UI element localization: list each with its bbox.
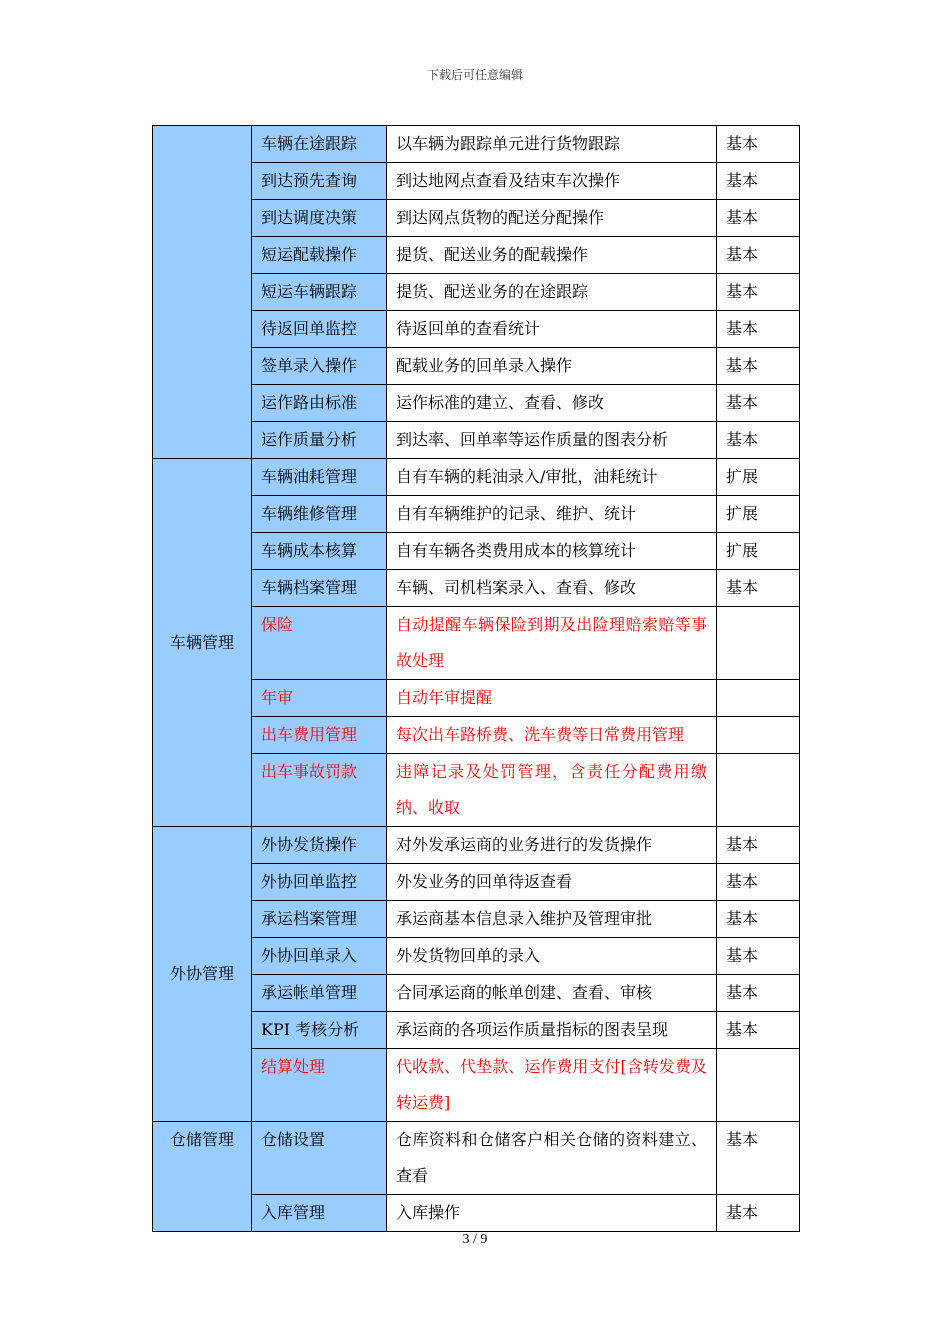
function-level: 基本: [717, 200, 800, 237]
table-row: [153, 1122, 800, 1195]
function-name: 外协回单录入: [252, 938, 387, 975]
function-desc: 仓库资料和仓储客户相关仓储的资料建立、查看: [387, 1122, 717, 1195]
function-desc: 以车辆为跟踪单元进行货物跟踪: [387, 126, 717, 163]
function-level: 基本: [717, 1012, 800, 1049]
function-name: 到达调度决策: [252, 200, 387, 237]
function-level: 基本: [717, 570, 800, 607]
function-level: 基本: [717, 163, 800, 200]
function-name: 外协发货操作: [252, 827, 387, 864]
function-name: 签单录入操作: [252, 348, 387, 385]
category-cell: 仓储管理: [153, 1122, 252, 1232]
function-spec-table: [152, 125, 800, 1232]
function-name: 承运档案管理: [252, 901, 387, 938]
function-level: 基本: [717, 864, 800, 901]
function-name: 承运帐单管理: [252, 975, 387, 1012]
function-name: 结算处理: [252, 1049, 387, 1122]
function-level: [717, 1049, 800, 1122]
function-name: 短运配载操作: [252, 237, 387, 274]
function-desc: 配载业务的回单录入操作: [387, 348, 717, 385]
function-name: 车辆成本核算: [252, 533, 387, 570]
function-name: 仓储设置: [252, 1122, 387, 1195]
function-desc: 承运商基本信息录入维护及管理审批: [387, 901, 717, 938]
function-name: 出车事故罚款: [252, 754, 387, 827]
function-name: KPI 考核分析: [252, 1012, 387, 1049]
function-desc: 车辆、司机档案录入、查看、修改: [387, 570, 717, 607]
function-desc: 运作标准的建立、查看、修改: [387, 385, 717, 422]
function-name: 入库管理: [252, 1195, 387, 1232]
function-level: 基本: [717, 422, 800, 459]
function-name: 车辆档案管理: [252, 570, 387, 607]
function-level: 基本: [717, 938, 800, 975]
function-name: 待返回单监控: [252, 311, 387, 348]
function-level: 基本: [717, 1195, 800, 1232]
table-row: [153, 827, 800, 864]
function-name: 运作路由标准: [252, 385, 387, 422]
function-desc: 提货、配送业务的配载操作: [387, 237, 717, 274]
function-name: 出车费用管理: [252, 717, 387, 754]
function-level: 基本: [717, 311, 800, 348]
function-desc: 自有车辆维护的记录、维护、统计: [387, 496, 717, 533]
function-name: 到达预先查询: [252, 163, 387, 200]
function-desc: 到达率、回单率等运作质量的图表分析: [387, 422, 717, 459]
function-desc: 待返回单的查看统计: [387, 311, 717, 348]
page-header: 下载后可任意编辑: [426, 68, 523, 82]
table-row: [153, 459, 800, 496]
page-number: 3 / 9: [462, 1232, 488, 1247]
function-desc: 外发货物回单的录入: [387, 938, 717, 975]
function-level: 基本: [717, 348, 800, 385]
function-desc: 到达地网点查看及结束车次操作: [387, 163, 717, 200]
table-row: [153, 126, 800, 163]
function-desc: 代收款、代垫款、运作费用支付[含转发费及转运费]: [387, 1049, 717, 1122]
function-desc: 违障记录及处罚管理，含责任分配费用缴纳、收取: [387, 754, 717, 827]
function-desc: 自动年审提醒: [387, 680, 717, 717]
category-cell: 车辆管理: [153, 459, 252, 827]
function-desc: 入库操作: [387, 1195, 717, 1232]
function-name: 车辆在途跟踪: [252, 126, 387, 163]
function-name: 年审: [252, 680, 387, 717]
function-name: 保险: [252, 607, 387, 680]
function-name: 车辆维修管理: [252, 496, 387, 533]
function-name: 短运车辆跟踪: [252, 274, 387, 311]
function-level: [717, 680, 800, 717]
function-desc: 提货、配送业务的在途跟踪: [387, 274, 717, 311]
function-desc: 合同承运商的帐单创建、查看、审核: [387, 975, 717, 1012]
function-level: 扩展: [717, 459, 800, 496]
function-desc: 每次出车路桥费、洗车费等日常费用管理: [387, 717, 717, 754]
function-desc: 外发业务的回单待返查看: [387, 864, 717, 901]
function-level: 基本: [717, 827, 800, 864]
function-level: 基本: [717, 274, 800, 311]
function-level: [717, 717, 800, 754]
function-name: 运作质量分析: [252, 422, 387, 459]
function-level: [717, 607, 800, 680]
function-level: 扩展: [717, 496, 800, 533]
function-level: 基本: [717, 237, 800, 274]
function-level: 基本: [717, 126, 800, 163]
category-cell: 外协管理: [153, 827, 252, 1122]
function-level: 基本: [717, 901, 800, 938]
function-level: 扩展: [717, 533, 800, 570]
function-desc: 到达网点货物的配送分配操作: [387, 200, 717, 237]
function-desc: 承运商的各项运作质量指标的图表呈现: [387, 1012, 717, 1049]
function-name: 车辆油耗管理: [252, 459, 387, 496]
function-level: 基本: [717, 975, 800, 1012]
function-level: [717, 754, 800, 827]
function-level: 基本: [717, 1122, 800, 1195]
function-desc: 对外发承运商的业务进行的发货操作: [387, 827, 717, 864]
function-desc: 自有车辆各类费用成本的核算统计: [387, 533, 717, 570]
function-desc: 自动提醒车辆保险到期及出险理赔索赔等事故处理: [387, 607, 717, 680]
function-level: 基本: [717, 385, 800, 422]
function-desc: 自有车辆的耗油录入/审批，油耗统计: [387, 459, 717, 496]
category-cell: [153, 126, 252, 459]
function-name: 外协回单监控: [252, 864, 387, 901]
